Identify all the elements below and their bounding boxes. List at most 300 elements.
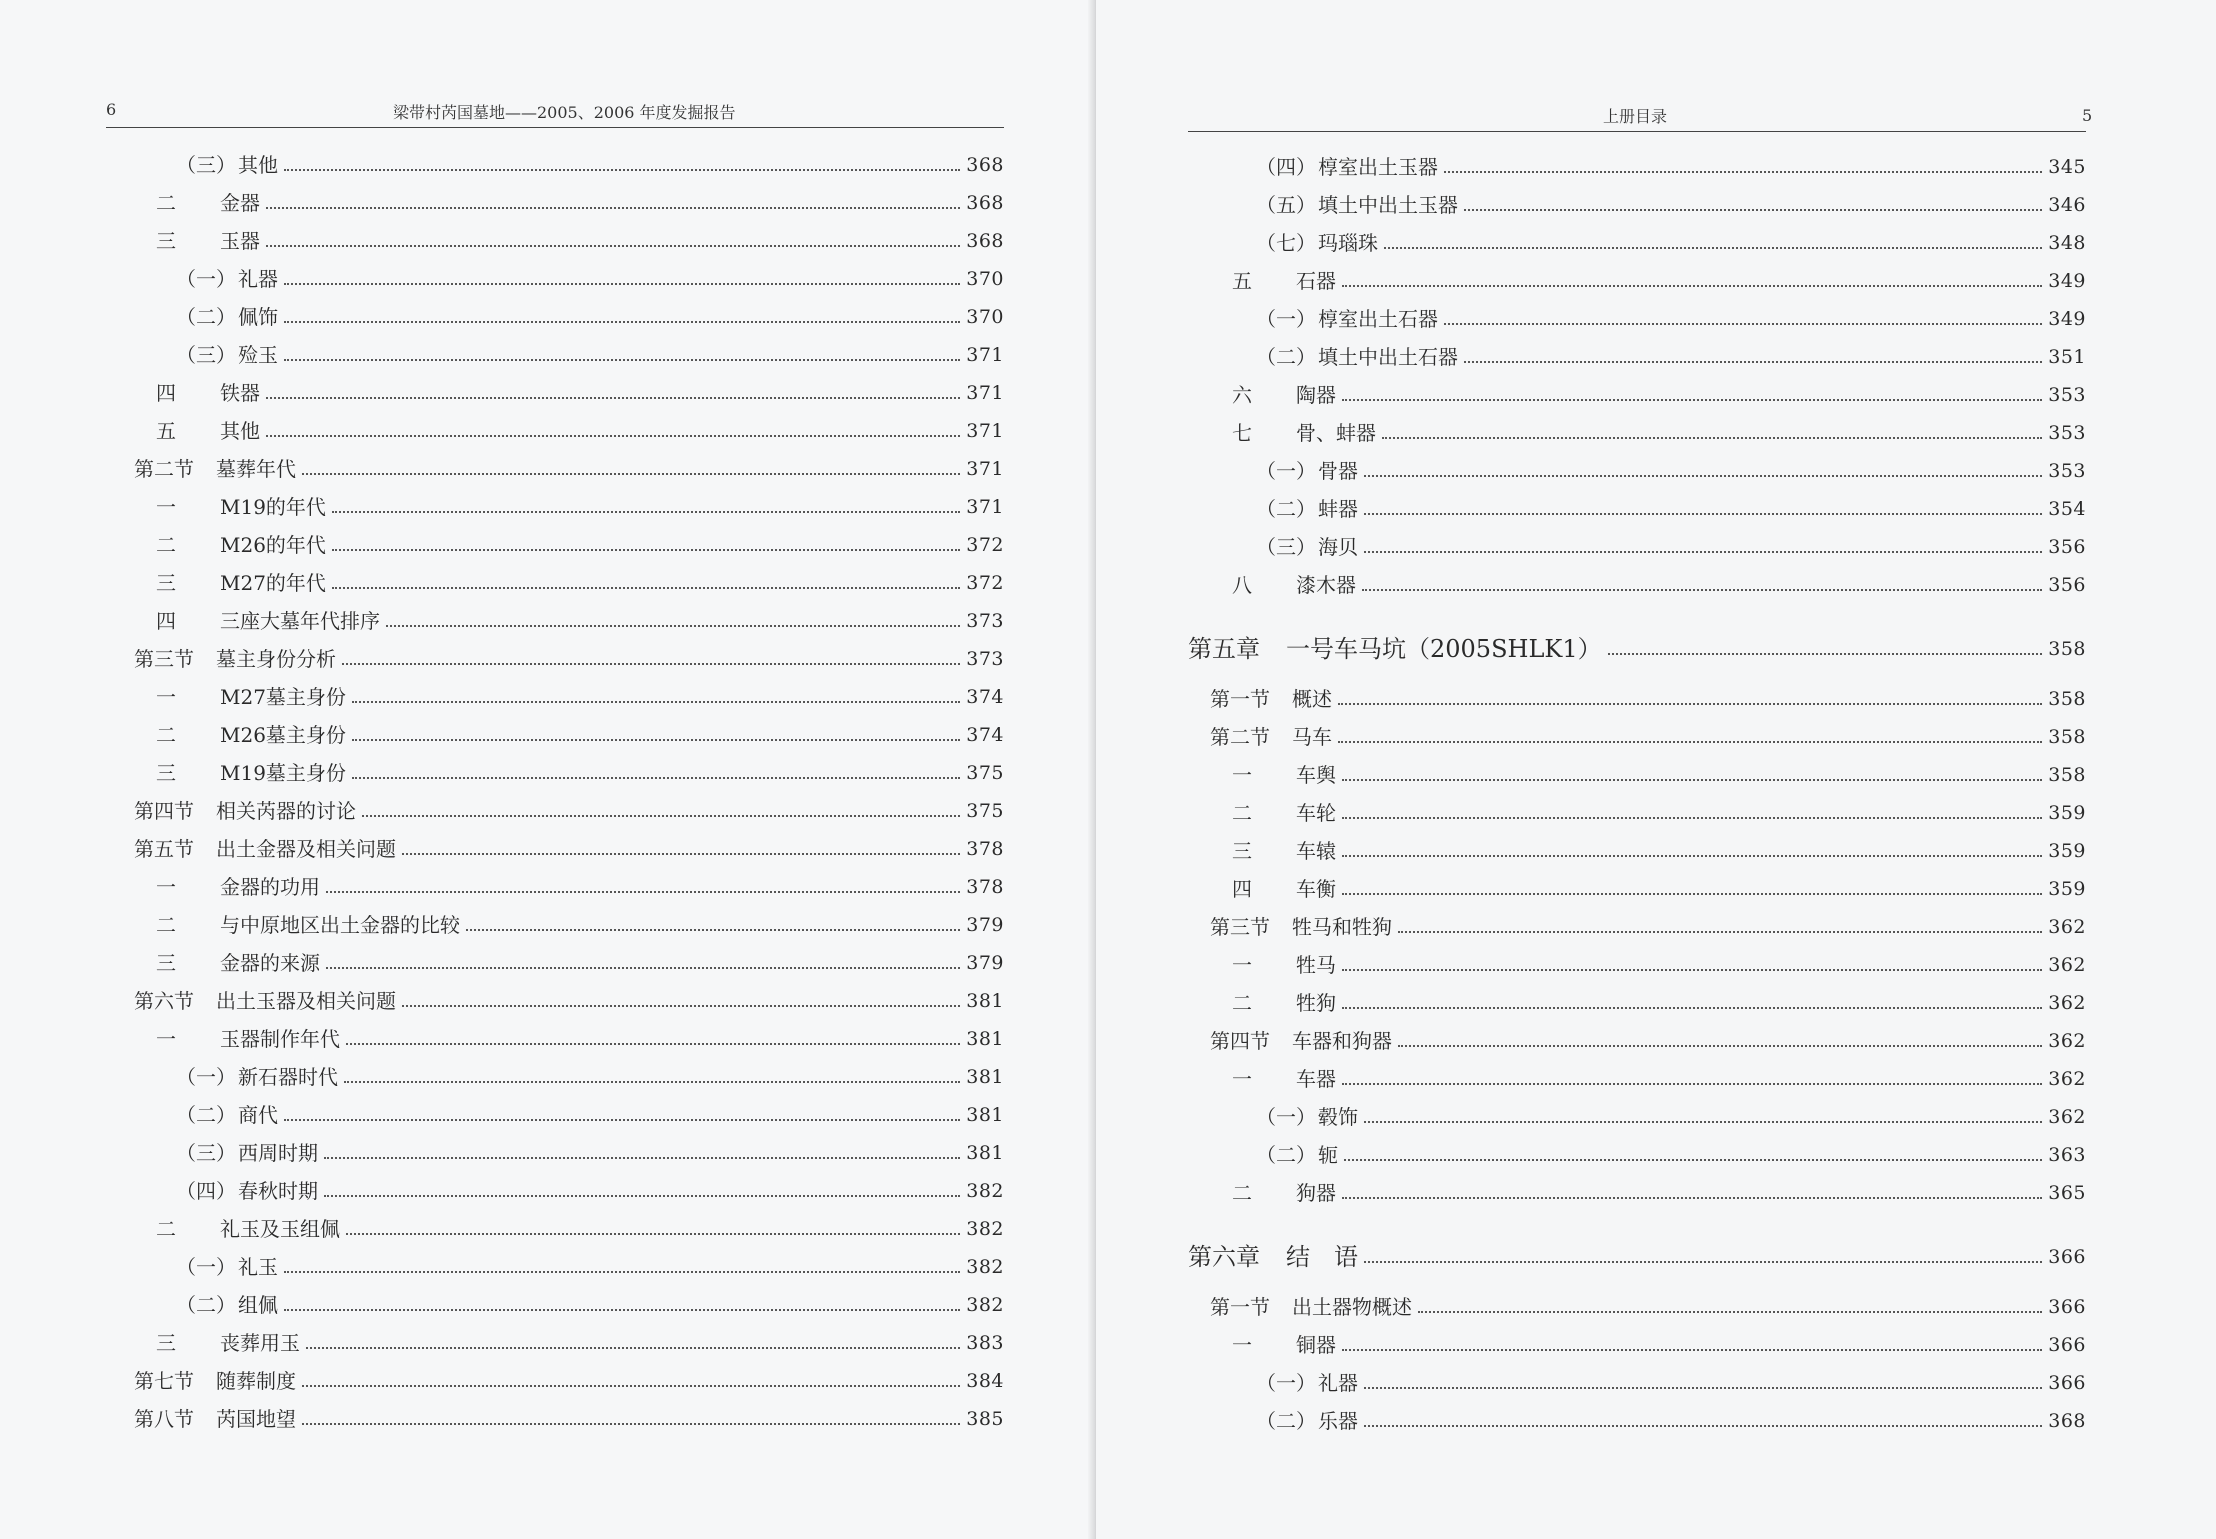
- toc-entry-number: 一: [156, 875, 176, 899]
- toc-entry: [134, 946, 1004, 976]
- toc-entry: [134, 1250, 1004, 1280]
- toc-entry: [1188, 758, 2086, 788]
- toc-entry-number: 第二节: [1210, 725, 1270, 749]
- toc-entry-label: [1232, 1180, 1340, 1206]
- toc-entry: [134, 870, 1004, 900]
- toc-entry-title: 丧葬用玉: [220, 1331, 300, 1355]
- left-toc: [134, 148, 1004, 1448]
- toc-entry: [1188, 872, 2086, 902]
- dot-leader: [332, 549, 960, 551]
- toc-entry: [1188, 340, 2086, 370]
- toc-entry-title: 蚌器: [1318, 497, 1358, 521]
- toc-entry-number: 五: [156, 419, 176, 443]
- toc-entry-label: [1232, 420, 1380, 446]
- toc-entry-page: 359: [2048, 802, 2086, 824]
- dot-leader: [324, 1157, 960, 1159]
- toc-entry-number: （三）: [176, 343, 236, 367]
- toc-entry: [134, 1136, 1004, 1166]
- toc-entry-page: 368: [2048, 1410, 2086, 1432]
- toc-entry: [1188, 378, 2086, 408]
- dot-leader: [324, 1195, 960, 1197]
- toc-entry: [134, 1060, 1004, 1090]
- toc-entry-label: [176, 266, 282, 292]
- dot-leader: [1418, 1311, 2042, 1313]
- toc-entry-page: 381: [966, 1142, 1004, 1164]
- right-toc: [1188, 150, 2086, 1450]
- toc-entry-title: 填土中出土玉器: [1318, 193, 1458, 217]
- toc-entry-title: 墓主身份分析: [216, 647, 336, 671]
- toc-entry-number: 三: [156, 951, 176, 975]
- toc-entry-page: 349: [2048, 270, 2086, 292]
- toc-entry-number: （二）: [1256, 345, 1316, 369]
- toc-entry-label: [1188, 636, 1606, 662]
- toc-entry-page: 382: [966, 1180, 1004, 1202]
- toc-entry-title: 车衡: [1296, 877, 1336, 901]
- toc-entry: [134, 338, 1004, 368]
- toc-entry: [134, 908, 1004, 938]
- toc-entry-label: [1232, 800, 1340, 826]
- toc-entry-title: 椁室出土石器: [1318, 307, 1438, 331]
- toc-entry-label: [156, 874, 324, 900]
- toc-entry-title: 骨器: [1318, 459, 1358, 483]
- toc-entry-title: 马车: [1292, 725, 1332, 749]
- dot-leader: [1364, 551, 2042, 553]
- toc-entry-title: 其他: [220, 419, 260, 443]
- toc-entry-label: [176, 1102, 282, 1128]
- toc-entry-title: 结 语: [1286, 1243, 1358, 1271]
- toc-entry-label: [1210, 1028, 1396, 1054]
- toc-entry-label: [176, 152, 282, 178]
- toc-entry-title: 出土金器及相关问题: [216, 837, 396, 861]
- toc-entry-label: [156, 950, 324, 976]
- toc-entry-page: 379: [966, 952, 1004, 974]
- toc-entry-title: M19的年代: [220, 495, 326, 519]
- toc-entry-page: 356: [2048, 574, 2086, 596]
- toc-entry-number: 四: [156, 381, 176, 405]
- toc-entry-page: 381: [966, 990, 1004, 1012]
- toc-entry: [1188, 188, 2086, 218]
- toc-entry-page: 366: [2048, 1372, 2086, 1394]
- toc-entry-number: （二）: [176, 1103, 236, 1127]
- toc-entry-number: 一: [1232, 1333, 1252, 1357]
- toc-entry-label: [1256, 534, 1362, 560]
- toc-entry: [134, 1364, 1004, 1394]
- right-running-header: 上册目录: [1603, 107, 1668, 126]
- dot-leader: [1364, 1121, 2042, 1123]
- toc-entry-title: 毂饰: [1318, 1105, 1358, 1129]
- toc-entry-page: 375: [966, 762, 1004, 784]
- dot-leader: [1382, 437, 2042, 439]
- toc-entry-title: 车辕: [1296, 839, 1336, 863]
- toc-entry-number: （一）: [1256, 307, 1316, 331]
- toc-entry-label: [156, 1026, 344, 1052]
- toc-entry-page: 384: [966, 1370, 1004, 1392]
- toc-entry-label: [156, 722, 350, 748]
- toc-entry-number: 五: [1232, 269, 1252, 293]
- toc-entry-label: [1256, 1370, 1362, 1396]
- toc-entry-number: 一: [156, 685, 176, 709]
- dot-leader: [302, 473, 960, 475]
- toc-entry-title: 礼器: [1318, 1371, 1358, 1395]
- toc-entry-number: 二: [156, 1217, 176, 1241]
- dot-leader: [1398, 931, 2042, 933]
- left-page: [0, 0, 1096, 1539]
- toc-entry-page: 353: [2048, 384, 2086, 406]
- dot-leader: [1342, 1349, 2042, 1351]
- toc-entry-label: [156, 570, 330, 596]
- dot-leader: [352, 701, 960, 703]
- toc-entry-label: [1256, 1104, 1362, 1130]
- dot-leader: [1362, 589, 2042, 591]
- toc-entry: [134, 756, 1004, 786]
- dot-leader: [326, 967, 960, 969]
- dot-leader: [1342, 1007, 2042, 1009]
- toc-entry-page: 378: [966, 876, 1004, 898]
- toc-entry: [134, 832, 1004, 862]
- dot-leader: [386, 625, 960, 627]
- toc-entry-number: 二: [156, 723, 176, 747]
- toc-entry-title: 出土玉器及相关问题: [216, 989, 396, 1013]
- toc-entry-title: 春秋时期: [238, 1179, 318, 1203]
- toc-entry-number: 一: [156, 495, 176, 519]
- dot-leader: [1342, 399, 2042, 401]
- dot-leader: [266, 397, 960, 399]
- toc-entry-title: 车器: [1296, 1067, 1336, 1091]
- toc-entry-title: 与中原地区出土金器的比较: [220, 913, 460, 937]
- toc-entry-title: 车器和狗器: [1292, 1029, 1392, 1053]
- toc-entry-page: 366: [2048, 1246, 2086, 1268]
- toc-entry-label: [156, 1216, 344, 1242]
- toc-entry-number: 二: [156, 191, 176, 215]
- dot-leader: [266, 435, 960, 437]
- dot-leader: [1342, 1197, 2042, 1199]
- toc-entry: [1188, 682, 2086, 712]
- toc-entry-page: 366: [2048, 1296, 2086, 1318]
- toc-entry-title: 礼玉及玉组佩: [220, 1217, 340, 1241]
- toc-entry-number: 一: [156, 1027, 176, 1051]
- toc-entry-label: [1232, 838, 1340, 864]
- dot-leader: [332, 511, 960, 513]
- toc-entry-label: [156, 608, 384, 634]
- toc-entry: [134, 566, 1004, 596]
- toc-entry-number: 第三节: [1210, 915, 1270, 939]
- toc-entry-number: 八: [1232, 573, 1252, 597]
- toc-entry: [134, 1098, 1004, 1128]
- toc-entry: [134, 376, 1004, 406]
- toc-entry-number: 第六节: [134, 989, 194, 1013]
- toc-entry-title: 殓玉: [238, 343, 278, 367]
- toc-entry-label: [156, 190, 264, 216]
- toc-entry-label: [1232, 1332, 1340, 1358]
- toc-entry-label: [156, 684, 350, 710]
- toc-entry-page: 362: [2048, 954, 2086, 976]
- dot-leader: [1464, 209, 2042, 211]
- toc-entry-number: 第一节: [1210, 687, 1270, 711]
- toc-entry-page: 378: [966, 838, 1004, 860]
- toc-entry-title: M26的年代: [220, 533, 326, 557]
- toc-entry-label: [1256, 230, 1382, 256]
- toc-entry-page: 368: [966, 154, 1004, 176]
- toc-entry: [1188, 948, 2086, 978]
- toc-entry-title: 佩饰: [238, 305, 278, 329]
- dot-leader: [302, 1385, 960, 1387]
- toc-entry-label: [156, 1330, 304, 1356]
- toc-entry-label: [1210, 914, 1396, 940]
- toc-entry-number: （二）: [1256, 1409, 1316, 1433]
- dot-leader: [306, 1347, 960, 1349]
- toc-entry-number: （三）: [176, 153, 236, 177]
- toc-entry-number: 第一节: [1210, 1295, 1270, 1319]
- toc-entry-label: [1232, 952, 1340, 978]
- toc-entry-label: [176, 1064, 342, 1090]
- toc-entry-label: [1232, 268, 1340, 294]
- toc-entry-title: 狗器: [1296, 1181, 1336, 1205]
- toc-entry-page: 374: [966, 724, 1004, 746]
- toc-entry-page: 362: [2048, 1106, 2086, 1128]
- toc-entry: [1188, 568, 2086, 598]
- toc-entry-title: 墓葬年代: [216, 457, 296, 481]
- toc-entry-label: [134, 988, 400, 1014]
- dot-leader: [1444, 171, 2042, 173]
- toc-entry-label: [176, 1254, 282, 1280]
- dot-leader: [332, 587, 960, 589]
- toc-entry-number: （一）: [176, 267, 236, 291]
- toc-entry-page: 368: [966, 192, 1004, 214]
- toc-entry-page: 373: [966, 610, 1004, 632]
- toc-entry-number: 二: [1232, 801, 1252, 825]
- toc-entry: [134, 1174, 1004, 1204]
- toc-entry-number: （二）: [1256, 497, 1316, 521]
- toc-entry-label: [1210, 1294, 1416, 1320]
- dot-leader: [284, 169, 960, 171]
- toc-entry: [1188, 1024, 2086, 1054]
- toc-entry-page: 370: [966, 306, 1004, 328]
- toc-entry-page: 359: [2048, 878, 2086, 900]
- toc-entry-page: 371: [966, 420, 1004, 442]
- toc-entry-label: [1232, 762, 1340, 788]
- dot-leader: [466, 929, 960, 931]
- toc-entry-number: （二）: [1256, 1143, 1316, 1167]
- toc-entry-label: [156, 228, 264, 254]
- dot-leader: [1342, 893, 2042, 895]
- toc-entry: [1188, 264, 2086, 294]
- right-header-rule: [1188, 131, 2086, 132]
- toc-entry-title: 其他: [238, 153, 278, 177]
- dot-leader: [266, 245, 960, 247]
- toc-entry-label: [156, 912, 464, 938]
- toc-entry-label: [134, 1368, 300, 1394]
- toc-entry-number: 三: [156, 761, 176, 785]
- toc-entry: [1188, 1366, 2086, 1396]
- toc-entry: [1188, 1062, 2086, 1092]
- toc-entry-page: 358: [2048, 688, 2086, 710]
- toc-entry-page: 358: [2048, 764, 2086, 786]
- toc-entry-number: （一）: [176, 1065, 236, 1089]
- toc-entry: [134, 490, 1004, 520]
- dot-leader: [1608, 653, 2043, 655]
- toc-entry: [134, 528, 1004, 558]
- toc-entry: [134, 794, 1004, 824]
- dot-leader: [1344, 1159, 2042, 1161]
- toc-entry-label: [1256, 154, 1442, 180]
- toc-entry-title: 出土器物概述: [1292, 1295, 1412, 1319]
- toc-entry-page: 381: [966, 1104, 1004, 1126]
- toc-entry-label: [156, 418, 264, 444]
- toc-entry-label: [1256, 1142, 1342, 1168]
- toc-entry: [1188, 492, 2086, 522]
- toc-entry-page: 383: [966, 1332, 1004, 1354]
- dot-leader: [1364, 1425, 2042, 1427]
- toc-entry-number: 一: [1232, 953, 1252, 977]
- toc-entry-title: 三座大墓年代排序: [220, 609, 380, 633]
- toc-entry-title: 铁器: [220, 381, 260, 405]
- toc-entry-label: [1256, 458, 1362, 484]
- toc-entry-number: （一）: [1256, 1105, 1316, 1129]
- toc-entry-title: 新石器时代: [238, 1065, 338, 1089]
- toc-entry-number: 二: [156, 913, 176, 937]
- right-page-number: 5: [2082, 106, 2093, 125]
- dot-leader: [284, 283, 960, 285]
- toc-entry-number: 一: [1232, 763, 1252, 787]
- toc-entry-number: （三）: [176, 1141, 236, 1165]
- toc-entry-page: 375: [966, 800, 1004, 822]
- toc-entry-title: M27的年代: [220, 571, 326, 595]
- toc-entry-number: （一）: [1256, 459, 1316, 483]
- toc-entry-page: 374: [966, 686, 1004, 708]
- toc-entry: [1188, 1138, 2086, 1168]
- toc-entry-page: 373: [966, 648, 1004, 670]
- toc-entry-number: （一）: [1256, 1371, 1316, 1395]
- toc-entry-label: [134, 1406, 300, 1432]
- toc-entry: [1188, 1176, 2086, 1206]
- dot-leader: [1342, 969, 2042, 971]
- toc-entry-title: M19墓主身份: [220, 761, 346, 785]
- toc-entry-label: [176, 1178, 322, 1204]
- toc-entry: [1188, 910, 2086, 940]
- dot-leader: [346, 1043, 960, 1045]
- toc-entry-number: 七: [1232, 421, 1252, 445]
- toc-entry-page: 345: [2048, 156, 2086, 178]
- toc-entry-label: [1210, 686, 1336, 712]
- toc-entry-page: 365: [2048, 1182, 2086, 1204]
- toc-entry-page: 356: [2048, 536, 2086, 558]
- toc-entry-title: 石器: [1296, 269, 1336, 293]
- dot-leader: [1384, 247, 2042, 249]
- toc-entry-title: 金器的来源: [220, 951, 320, 975]
- toc-entry-label: [1232, 382, 1340, 408]
- toc-entry: [1188, 1100, 2086, 1130]
- dot-leader: [352, 739, 960, 741]
- toc-entry: [134, 680, 1004, 710]
- toc-entry: [1188, 834, 2086, 864]
- toc-entry: [1188, 302, 2086, 332]
- toc-entry-title: 概述: [1292, 687, 1332, 711]
- toc-entry: [1188, 986, 2086, 1016]
- toc-entry: [134, 604, 1004, 634]
- toc-entry-title: 组佩: [238, 1293, 278, 1317]
- toc-entry-page: 385: [966, 1408, 1004, 1430]
- toc-entry-label: [1256, 306, 1442, 332]
- toc-entry: [134, 186, 1004, 216]
- toc-entry-title: 牲马: [1296, 953, 1336, 977]
- dot-leader: [284, 1309, 960, 1311]
- toc-entry-title: 礼玉: [238, 1255, 278, 1279]
- toc-entry-title: 漆木器: [1296, 573, 1356, 597]
- dot-leader: [266, 207, 960, 209]
- toc-entry-title: 铜器: [1296, 1333, 1336, 1357]
- toc-entry-page: 358: [2048, 638, 2086, 660]
- toc-entry-page: 372: [966, 534, 1004, 556]
- toc-entry-page: 382: [966, 1294, 1004, 1316]
- toc-entry: [1188, 1404, 2086, 1434]
- toc-entry-page: 353: [2048, 460, 2086, 482]
- toc-entry-title: 车舆: [1296, 763, 1336, 787]
- dot-leader: [1364, 1387, 2042, 1389]
- toc-entry-page: 382: [966, 1256, 1004, 1278]
- toc-entry-page: 362: [2048, 1068, 2086, 1090]
- toc-entry-number: 三: [156, 1331, 176, 1355]
- dot-leader: [1444, 323, 2042, 325]
- toc-entry-label: [134, 798, 360, 824]
- toc-entry-number: （四）: [176, 1179, 236, 1203]
- toc-entry-number: 三: [156, 229, 176, 253]
- toc-entry-title: 金器的功用: [220, 875, 320, 899]
- toc-entry-page: 353: [2048, 422, 2086, 444]
- toc-entry-number: 第五章: [1188, 635, 1260, 663]
- toc-entry-number: 三: [1232, 839, 1252, 863]
- dot-leader: [284, 321, 960, 323]
- toc-entry-label: [176, 1140, 322, 1166]
- toc-entry-number: （三）: [1256, 535, 1316, 559]
- toc-entry: [134, 414, 1004, 444]
- toc-entry: [1188, 796, 2086, 826]
- toc-entry: [134, 718, 1004, 748]
- toc-entry-title: 填土中出土石器: [1318, 345, 1458, 369]
- toc-entry-title: M26墓主身份: [220, 723, 346, 747]
- toc-entry: [134, 1288, 1004, 1318]
- left-page-number: 6: [106, 100, 117, 119]
- dot-leader: [284, 1271, 960, 1273]
- toc-entry-label: [134, 646, 340, 672]
- dot-leader: [1342, 779, 2042, 781]
- dot-leader: [344, 1081, 960, 1083]
- toc-entry-label: [1232, 876, 1340, 902]
- toc-entry: [134, 262, 1004, 292]
- toc-entry-title: 轭: [1318, 1143, 1338, 1167]
- toc-entry-page: 363: [2048, 1144, 2086, 1166]
- toc-entry-page: 348: [2048, 232, 2086, 254]
- toc-entry-label: [156, 532, 330, 558]
- toc-entry-number: 二: [156, 533, 176, 557]
- toc-entry-title: M27墓主身份: [220, 685, 346, 709]
- toc-entry-label: [1256, 496, 1362, 522]
- toc-entry: [1188, 530, 2086, 560]
- toc-entry-title: 牲狗: [1296, 991, 1336, 1015]
- toc-entry: [134, 224, 1004, 254]
- toc-entry-number: 一: [1232, 1067, 1252, 1091]
- toc-entry: [134, 148, 1004, 178]
- dot-leader: [1338, 741, 2042, 743]
- toc-entry-page: 362: [2048, 1030, 2086, 1052]
- dot-leader: [342, 663, 960, 665]
- right-page: [1096, 0, 2216, 1539]
- toc-entry-number: （五）: [1256, 193, 1316, 217]
- toc-entry-label: [156, 760, 350, 786]
- toc-entry-number: （二）: [176, 1293, 236, 1317]
- toc-entry-title: 芮国地望: [216, 1407, 296, 1431]
- toc-entry-title: 西周时期: [238, 1141, 318, 1165]
- toc-entry-label: [1256, 344, 1462, 370]
